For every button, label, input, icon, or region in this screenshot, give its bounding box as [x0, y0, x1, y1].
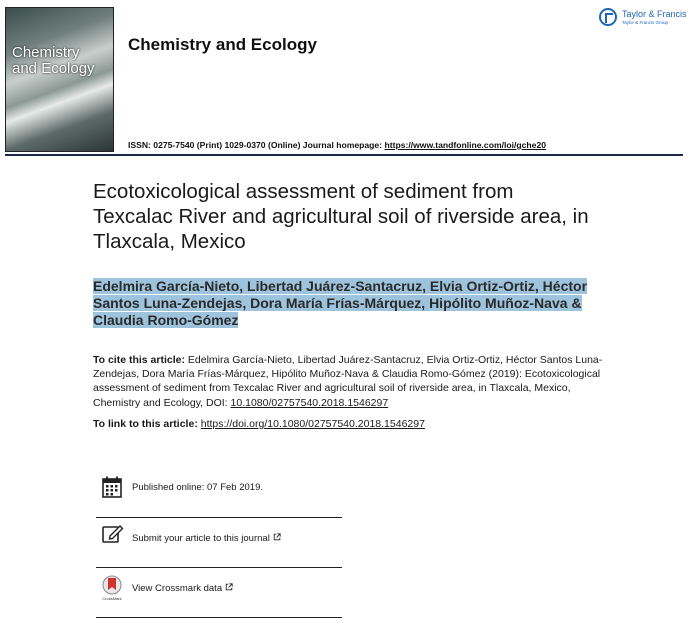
crossmark-link[interactable] — [132, 583, 233, 594]
cite-doi-link[interactable]: 10.1080/02757540.2018.1546297 — [230, 396, 389, 409]
crossmark-icon — [100, 575, 124, 603]
external-link-icon — [273, 533, 281, 541]
issn-line — [128, 140, 546, 150]
journal-homepage-link[interactable]: https://www.tandfonline.com/loi/gche20 — [384, 140, 547, 150]
crossmark-label: View Crossmark data — [132, 583, 223, 594]
crossmark-row[interactable] — [96, 572, 342, 618]
header-divider — [5, 154, 683, 156]
submit-article-label: Submit your article to this journal — [132, 533, 270, 544]
item-divider — [96, 567, 342, 568]
published-row — [96, 472, 342, 518]
item-divider — [96, 617, 342, 618]
publisher-group: Taylor & Francis Group — [622, 20, 669, 25]
cite-text: Edelmira García-Nieto, Libertad Juárez-Santacruz, Elvia Ortiz-Ortiz, Héctor Santos Luna-Zendejas, Dora María Frías-Márquez, Hipólito Muñoz-Nava & Claudia Romo-Gómez (2019): Ecotoxicological assessment of sediment from Texcalac River and agricultural soil of riverside area, in Tlaxcala, Mexico, Chemistry and Ecology, DOI: — [93, 354, 603, 409]
external-link-icon — [225, 583, 233, 591]
link-label: To link to this article: — [93, 418, 201, 430]
calendar-icon — [102, 476, 122, 498]
journal-title[interactable]: Chemistry and Ecology — [128, 35, 317, 54]
cover-title-line2: and Ecology — [12, 60, 95, 77]
published-date-text: Published online: 07 Feb 2019. — [132, 482, 263, 493]
cover-label — [12, 14, 14, 20]
item-divider — [96, 517, 342, 518]
publisher-logo[interactable] — [599, 7, 687, 29]
article-title: Ecotoxicological assessment of sediment from Texcalac River and agricultural soil of riverside area, in Tlaxcala, Mexico — [93, 180, 589, 253]
cover-title-line1: Chemistry — [12, 44, 80, 61]
crossmark-icon-label: CrossMark — [102, 596, 122, 601]
submit-article-link[interactable] — [132, 533, 281, 544]
publisher-name: Taylor & Francis — [622, 9, 687, 19]
article-doi-link[interactable]: https://doi.org/10.1080/02757540.2018.1546297 — [200, 418, 425, 430]
author-list — [93, 278, 588, 329]
edit-icon — [102, 524, 124, 544]
submit-article-row[interactable] — [96, 522, 342, 568]
author-names[interactable]: Edelmira García-Nieto, Libertad Juárez-Santacruz, Elvia Ortiz-Ortiz, Héctor Santos Luna-Zendejas, Dora María Frías-Márquez, Hipólito Muñoz-Nava & Claudia Romo-Gómez — [93, 278, 588, 328]
issn-text: ISSN: 0275-7540 (Print) 1029-0370 (Online) Journal homepage: — [128, 140, 385, 150]
citation-block — [93, 353, 613, 410]
article-link-block — [93, 418, 425, 430]
cite-label: To cite this article: — [93, 354, 185, 366]
publisher-logo-icon — [599, 8, 617, 26]
cover-journal-name — [12, 45, 95, 77]
journal-cover-image — [5, 7, 114, 152]
